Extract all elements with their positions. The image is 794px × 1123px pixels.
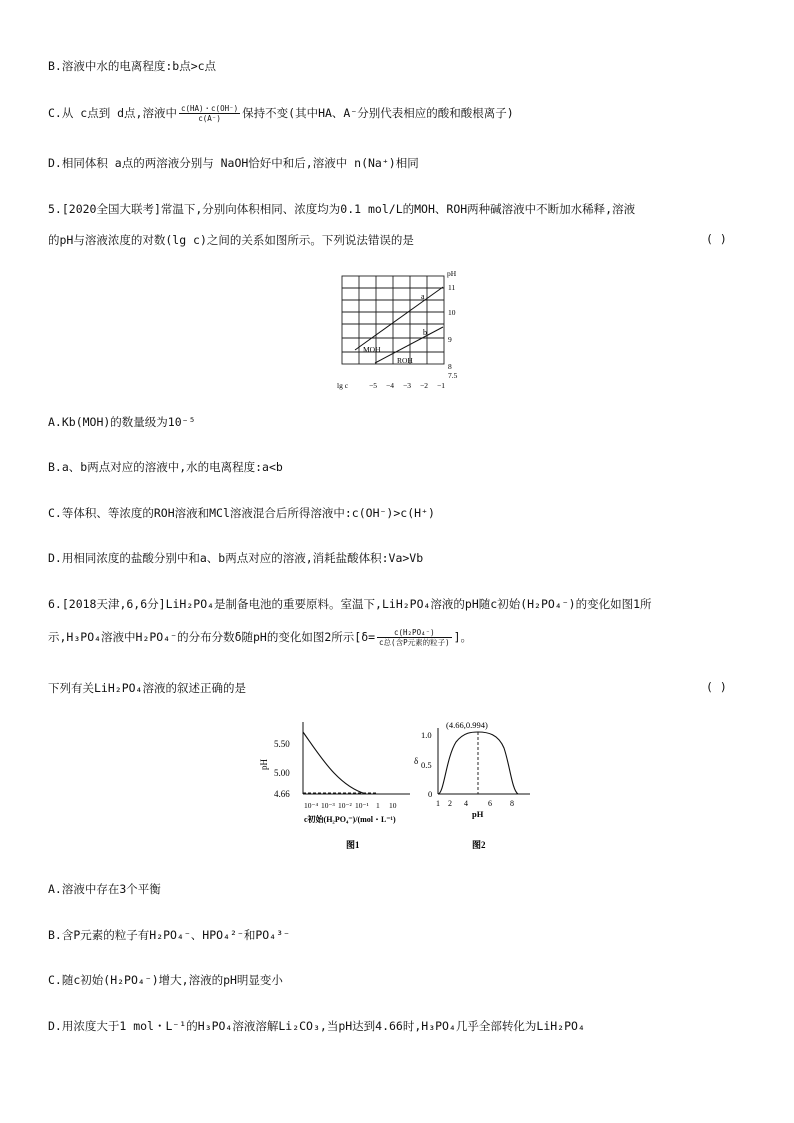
- fraction-denominator: c(A⁻): [198, 114, 221, 123]
- x-tick-label: 10⁻⁴: [304, 801, 319, 810]
- q6-stem-line2-prefix: 示,H₃PO₄溶液中H₂PO₄⁻的分布分数δ随pH的变化如图2所示[δ=: [48, 630, 376, 644]
- x-tick-label: −5: [369, 381, 377, 390]
- q5-option-d[interactable]: D.用相同浓度的盐酸分别中和a、b两点对应的溶液,消耗盐酸体积:Va>Vb: [48, 551, 424, 565]
- x-axis-title: lg c: [337, 381, 349, 390]
- x-tick-label: −2: [420, 381, 428, 390]
- fraction-numerator: c(HA)・c(OH⁻): [180, 104, 239, 113]
- x-tick-label: 10⁻¹: [355, 801, 369, 810]
- x-tick-label: 2: [448, 799, 452, 808]
- q6-figure-2: [408, 718, 538, 858]
- q5-option-a[interactable]: A.Kb(MOH)的数量级为10⁻⁵: [48, 415, 196, 429]
- q6-option-a[interactable]: A.溶液中存在3个平衡: [48, 882, 161, 896]
- roh-label: ROH: [397, 356, 413, 365]
- q4-option-c[interactable]: [48, 104, 514, 123]
- q5-option-b[interactable]: B.a、b两点对应的溶液中,水的电离程度:a<b: [48, 460, 283, 474]
- y-tick-label: 5.50: [274, 739, 290, 749]
- q5-answer-paren: ( ): [706, 232, 727, 246]
- x-tick-label: 6: [488, 799, 492, 808]
- q6-stem-line3: 下列有关LiH₂PO₄溶液的叙述正确的是: [48, 681, 246, 695]
- fraction-numerator: c(H₂PO₄⁻): [377, 628, 452, 638]
- q5-stem-line2: 的pH与溶液浓度的对数(lg c)之间的关系如图所示。下列说法错误的是: [48, 233, 414, 247]
- q5-option-c[interactable]: C.等体积、等浓度的ROH溶液和MCl溶液混合后所得溶液中:c(OH⁻)>c(H⁺): [48, 506, 435, 520]
- y-tick-label: 1.0: [421, 730, 432, 740]
- peak-label: (4.66,0.994): [446, 720, 488, 730]
- x-axis-title: c初始(H₂PO₄⁻)/(mol・L⁻¹): [304, 815, 396, 824]
- ph-curve: [303, 732, 408, 794]
- y-tick-label: 9: [448, 335, 452, 344]
- y-axis-title: δ: [414, 756, 419, 766]
- x-tick-label: 4: [464, 799, 468, 808]
- x-tick-label: 8: [510, 799, 514, 808]
- q6-option-c[interactable]: C.随c初始(H₂PO₄⁻)增大,溶液的pH明显变小: [48, 973, 283, 987]
- q6-option-d[interactable]: D.用浓度大于1 mol・L⁻¹的H₃PO₄溶液溶解Li₂CO₃,当pH达到4.66时,H₃PO₄几乎全部转化为LiH₂PO₄: [48, 1019, 585, 1033]
- y-tick-label: 0.5: [421, 760, 432, 770]
- fraction-denominator: c总(含P元素的粒子): [379, 638, 450, 647]
- y-tick-label: 10: [448, 308, 456, 317]
- point-a-label: a: [421, 292, 425, 301]
- y-tick-label: 7.5: [448, 371, 458, 380]
- x-tick-label: 10⁻³: [321, 801, 335, 810]
- moh-label: MOH: [363, 345, 381, 354]
- x-tick-label: −3: [403, 381, 411, 390]
- figure-1-caption: 图1: [346, 840, 360, 850]
- q4-option-c-prefix: C.从 c点到 d点,溶液中: [48, 106, 177, 120]
- y-axis-title: pH: [259, 759, 269, 770]
- q6-option-b[interactable]: B.含P元素的粒子有H₂PO₄⁻、HPO₄²⁻和PO₄³⁻: [48, 928, 290, 942]
- y-axis-title: pH: [447, 269, 457, 278]
- q5-stem-line1: 5.[2020全国大联考]常温下,分别向体积相同、浓度均为0.1 mol/L的MOH、ROH两种碱溶液中不断加水稀释,溶液: [48, 202, 636, 216]
- y-tick-label: 8: [448, 362, 452, 371]
- q6-figure-1: [258, 718, 418, 858]
- moh-line: [355, 287, 443, 350]
- x-tick-label: 10: [389, 801, 397, 810]
- q5-ph-lgc-chart: [335, 268, 465, 393]
- x-tick-label: 1: [436, 799, 440, 808]
- q6-stem-line2: [48, 628, 472, 647]
- y-tick-label: 0: [428, 789, 433, 799]
- q6-stem-line1: 6.[2018天津,6,6分]LiH₂PO₄是制备电池的重要原料。室温下,LiH₂PO₄溶液的pH随c初始(H₂PO₄⁻)的变化如图1所: [48, 597, 652, 611]
- figure-2-caption: 图2: [472, 840, 486, 850]
- y-tick-label: 5.00: [274, 768, 290, 778]
- x-tick-label: 10⁻²: [338, 801, 352, 810]
- q6-stem-line2-suffix: ]。: [453, 630, 473, 644]
- y-tick-label: 4.66: [274, 789, 290, 799]
- q6-answer-paren: ( ): [706, 680, 727, 694]
- delta-fraction: [377, 628, 452, 647]
- point-b-label: b: [423, 328, 427, 337]
- x-tick-label: 1: [376, 801, 380, 810]
- q4-option-c-suffix: 保持不变(其中HA、A⁻分别代表相应的酸和酸根离子): [242, 106, 514, 120]
- x-tick-label: −1: [437, 381, 445, 390]
- x-tick-label: −4: [386, 381, 394, 390]
- q4-option-d[interactable]: D.相同体积 a点的两溶液分别与 NaOH恰好中和后,溶液中 n(Na⁺)相同: [48, 156, 419, 170]
- q4-option-c-fraction: [179, 104, 240, 123]
- q4-option-b[interactable]: B.溶液中水的电离程度:b点>c点: [48, 59, 217, 73]
- y-tick-label: 11: [448, 283, 456, 292]
- x-axis-title: pH: [472, 809, 484, 819]
